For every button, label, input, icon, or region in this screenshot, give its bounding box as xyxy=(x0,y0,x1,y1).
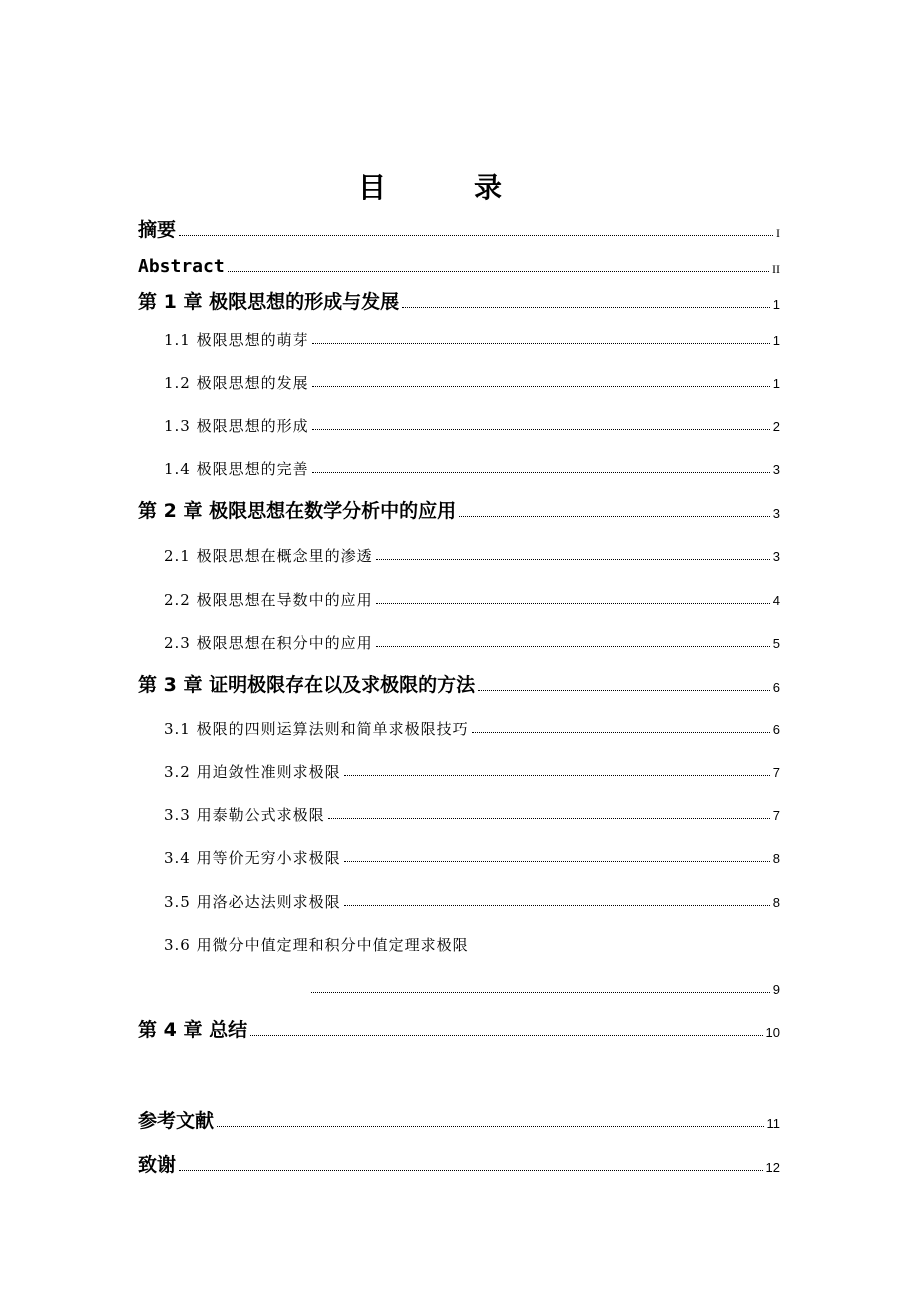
toc-entry-page: 3 xyxy=(772,549,780,564)
toc-entry-label: 3.3 用泰勒公式求极限 xyxy=(164,806,325,824)
toc-entry-page: 11 xyxy=(766,1116,780,1131)
toc-entry-page: 1 xyxy=(772,297,780,312)
toc-entry-label: 2.1 极限思想在概念里的渗透 xyxy=(164,547,373,565)
toc-entry-page: 7 xyxy=(772,765,780,780)
toc-entry-label: 致谢 xyxy=(138,1154,177,1176)
toc-entry-page: 7 xyxy=(772,808,780,823)
toc-entry-page: I xyxy=(776,226,780,240)
toc-entry-section-3-5[interactable] xyxy=(138,882,780,910)
toc-entry-label: 1.3 极限思想的形成 xyxy=(164,417,309,435)
toc-entry-label: 第 1 章 极限思想的形成与发展 xyxy=(138,291,400,313)
toc-entry-section-2-1[interactable] xyxy=(138,536,780,564)
dot-leader xyxy=(312,343,770,344)
dot-leader xyxy=(179,235,773,236)
toc-entry-section-3-4[interactable] xyxy=(138,838,780,866)
toc-entry-label: 摘要 xyxy=(138,219,177,241)
toc-entry-abstract-cn[interactable] xyxy=(138,212,780,240)
dot-leader xyxy=(472,732,770,733)
toc-entry-section-1-3[interactable] xyxy=(138,406,780,434)
toc-entry-section-3-1[interactable] xyxy=(138,709,780,737)
toc-entry-label: 1.1 极限思想的萌芽 xyxy=(164,331,309,349)
toc-entry-references[interactable] xyxy=(138,1103,780,1131)
toc-entry-label: 2.3 极限思想在积分中的应用 xyxy=(164,634,373,652)
toc-entry-page: 8 xyxy=(772,895,780,910)
toc-entry-section-1-2[interactable] xyxy=(138,363,780,391)
toc-entry-section-1-1[interactable] xyxy=(138,320,780,348)
toc-entry-section-3-2[interactable] xyxy=(138,752,780,780)
toc-title: 目 录 xyxy=(357,171,532,204)
dot-leader xyxy=(376,559,770,560)
dot-leader xyxy=(344,905,770,906)
toc-entry-label: 3.2 用迫敛性准则求极限 xyxy=(164,763,341,781)
toc-entry-page: 6 xyxy=(772,680,780,695)
toc-entry-chapter-2[interactable] xyxy=(138,493,780,521)
toc-entry-chapter-4[interactable] xyxy=(138,1012,780,1040)
toc-entry-label: 3.6 用微分中值定理和积分中值定理求极限 xyxy=(164,936,469,954)
toc-entry-section-3-6-continuation[interactable] xyxy=(308,969,780,997)
dot-leader xyxy=(217,1126,763,1127)
toc-entry-label: 3.5 用洛必达法则求极限 xyxy=(164,893,341,911)
dot-leader xyxy=(312,386,770,387)
toc-entry-label: Abstract xyxy=(138,256,225,277)
toc-entry-label: 参考文献 xyxy=(138,1110,215,1132)
dot-leader xyxy=(376,646,770,647)
dot-leader xyxy=(344,861,770,862)
dot-leader xyxy=(402,307,770,308)
toc-entry-section-3-6[interactable] xyxy=(138,925,780,953)
dot-leader xyxy=(376,603,770,604)
toc-entry-label: 3.4 用等价无穷小求极限 xyxy=(164,849,341,867)
toc-entry-page: 1 xyxy=(772,376,780,391)
toc-entry-page: 3 xyxy=(772,462,780,477)
dot-leader xyxy=(478,690,770,691)
dot-leader xyxy=(459,516,770,517)
toc-entry-page: 6 xyxy=(772,722,780,737)
dot-leader xyxy=(312,429,770,430)
dot-leader xyxy=(311,992,770,993)
toc-entry-page: 5 xyxy=(772,636,780,651)
toc-entry-label: 第 4 章 总结 xyxy=(138,1019,248,1041)
toc-entry-page: 1 xyxy=(772,333,780,348)
toc-entry-section-1-4[interactable] xyxy=(138,449,780,477)
toc-entry-page: 8 xyxy=(772,851,780,866)
toc-entry-label: 1.2 极限思想的发展 xyxy=(164,374,309,392)
toc-entry-label: 3.1 极限的四则运算法则和简单求极限技巧 xyxy=(164,720,469,738)
dot-leader xyxy=(250,1035,762,1036)
toc-entry-page: 10 xyxy=(765,1025,780,1040)
toc-entry-page: 2 xyxy=(772,419,780,434)
dot-leader xyxy=(228,271,769,272)
toc-entry-page: II xyxy=(772,262,780,276)
toc-entry-label: 第 2 章 极限思想在数学分析中的应用 xyxy=(138,500,457,522)
dot-leader xyxy=(328,818,770,819)
toc-entry-chapter-3[interactable] xyxy=(138,667,780,695)
toc-entry-chapter-1[interactable] xyxy=(138,284,780,312)
toc-entry-label: 2.2 极限思想在导数中的应用 xyxy=(164,591,373,609)
toc-entry-page: 9 xyxy=(772,982,780,997)
toc-entry-section-3-3[interactable] xyxy=(138,795,780,823)
dot-leader xyxy=(179,1170,763,1171)
dot-leader xyxy=(312,472,770,473)
toc-entry-label: 1.4 极限思想的完善 xyxy=(164,460,309,478)
toc-entry-page: 4 xyxy=(772,593,780,608)
toc-entry-label: 第 3 章 证明极限存在以及求极限的方法 xyxy=(138,674,476,696)
toc-entry-page: 3 xyxy=(772,506,780,521)
toc-entry-page: 12 xyxy=(765,1160,780,1175)
toc-entry-abstract-en[interactable] xyxy=(138,248,780,276)
dot-leader xyxy=(344,775,770,776)
toc-entry-section-2-3[interactable] xyxy=(138,623,780,651)
toc-entry-section-2-2[interactable] xyxy=(138,580,780,608)
toc-entry-acknowledgements[interactable] xyxy=(138,1147,780,1175)
